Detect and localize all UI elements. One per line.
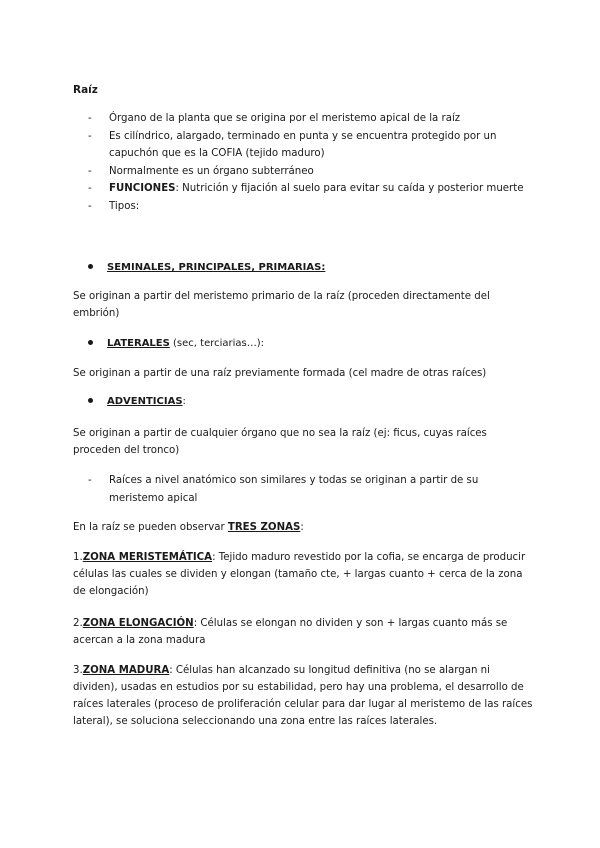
bullet-icon <box>88 340 93 345</box>
type-laterales-heading: LATERALES (sec, terciarias…): <box>88 336 264 352</box>
list-item: - FUNCIONES: Nutrición y fijación al suelo para evitar su caída y posterior muerte <box>88 183 524 194</box>
note-list <box>88 472 508 507</box>
page-title: Raíz <box>73 84 98 96</box>
type-seminales-desc: Se originan a partir del meristemo primario de la raíz (proceden directamente del embrión) <box>73 291 490 319</box>
list-item: - Normalmente es un órgano subterráneo <box>88 165 314 177</box>
list-item: - Órgano de la planta que se origina por el meristemo apical de la raíz <box>88 113 461 124</box>
zones-intro: En la raíz se pueden observar TRES ZONAS: <box>73 522 304 533</box>
type-adventicias-desc: Se originan a partir de cualquier órgano que no sea la raíz (ej: ficus, cuyas raíces proceden del tronco) <box>73 428 487 456</box>
zone-madura: 3.ZONA MADURA: Células han alcanzado su longitud definitiva (no se alargan ni dividen), usadas en estudios por su estabilidad, pero hay una problema, el desarrollo de raíces laterales (proceso de proliferación celular para dar lugar al meristemo de las raíces lateral), se soluciona seleccionando una zona entre las raíces laterales. <box>73 665 533 727</box>
type-laterales-desc: Se originan a partir de una raíz previamente formada (cel madre de otras raíces) <box>73 368 487 379</box>
bullet-icon <box>88 264 93 269</box>
list-item: - Raíces a nivel anatómico son similares y todas se originan a partir de su meristemo apical <box>88 475 479 504</box>
zone-meristematica: 1.ZONA MERISTEMÁTICA: Tejido maduro revestido por la cofia, se encarga de producir células las cuales se dividen y elongan (tamaño cte, + largas cuanto + cerca de la zona de elongación) <box>73 552 526 597</box>
functions-label: FUNCIONES <box>109 183 176 194</box>
list-item: - Tipos: <box>88 200 140 212</box>
bullet-icon <box>88 398 93 403</box>
type-seminales-heading: SEMINALES, PRINCIPALES, PRIMARIAS: <box>88 260 325 276</box>
list-item: - Es cilíndrico, alargado, terminado en punta y se encuentra protegido por un capuchón que es la COFIA (tejido maduro) <box>88 130 497 159</box>
zones-intro-label: TRES ZONAS <box>227 522 301 533</box>
zone-elongacion: 2.ZONA ELONGACIÓN: Células se elongan no dividen y son + largas cuanto más se acercan a la zona madura <box>73 618 508 646</box>
type-adventicias-heading: ADVENTICIAS: <box>88 394 186 410</box>
intro-list <box>88 110 528 215</box>
